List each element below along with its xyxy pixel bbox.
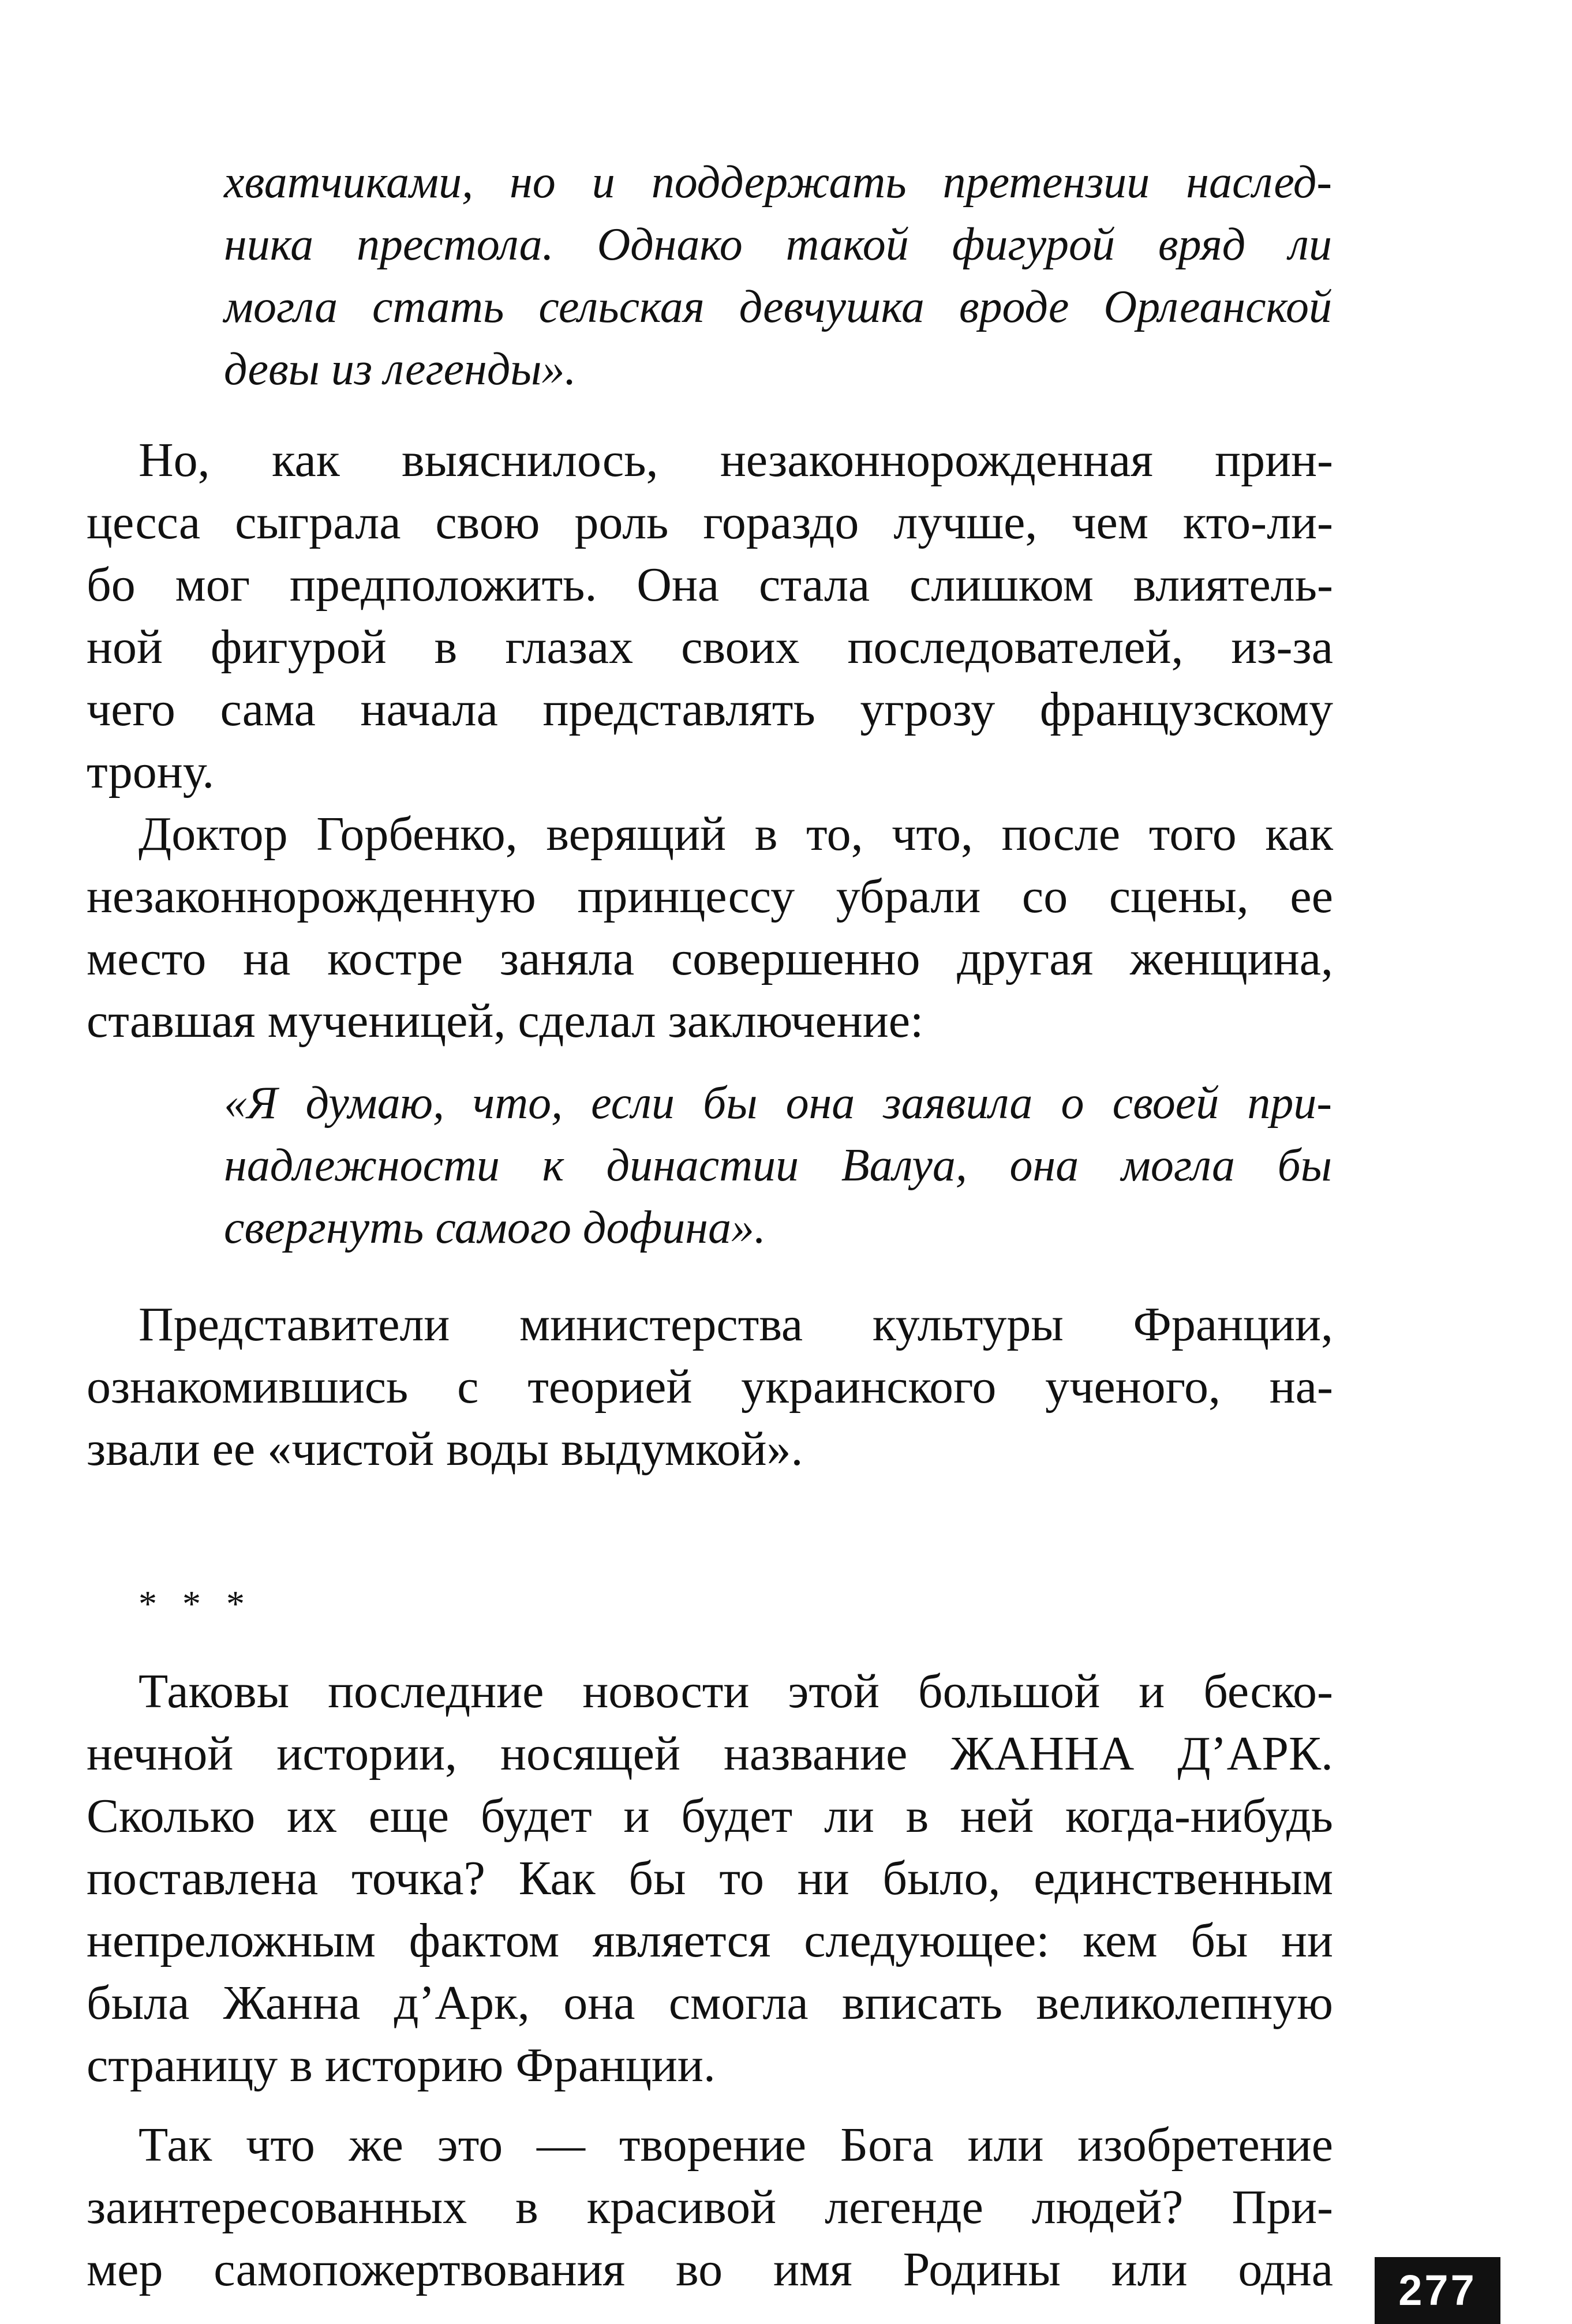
text-line: ставшая мученицей, сделал заключение: (87, 994, 924, 1048)
text-line: Таковы последние новости этой большой и беско- (139, 1665, 1333, 1718)
text-line: цесса сыграла свою роль гораздо лучше, чем кто-ли- (87, 496, 1333, 549)
text-line: бо мог предположить. Она стала слишком влиятель- (87, 558, 1333, 612)
paragraph (87, 803, 1333, 1052)
text-line: ника престола. Однако такой фигурой вряд ли (224, 219, 1332, 270)
text-line: чего сама начала представлять угрозу французскому (87, 683, 1333, 736)
text-line: Так что же это — творение Бога или изобретение (139, 2118, 1333, 2172)
text-line: незаконнорожденную принцессу убрали со сцены, ее (87, 869, 1333, 923)
text-line: могла стать сельская девчушка вроде Орлеанской (224, 282, 1332, 332)
paragraph (87, 429, 1333, 803)
text-line: трону. (87, 745, 215, 799)
block-quote (224, 1072, 1332, 1259)
paragraph (87, 1660, 1333, 2097)
paragraph (87, 2114, 1333, 2301)
text-line: была Жанна д’Арк, она смогла вписать великолепную (87, 1976, 1333, 2030)
text-line: мер самопожертвования во имя Родины или одна (87, 2243, 1333, 2296)
text-line: Сколько их еще будет и будет ли в ней когда-нибудь (87, 1789, 1333, 1843)
quote-continuation (224, 151, 1332, 400)
text-line: ознакомившись с теорией украинского ученого, на- (87, 1360, 1333, 1414)
page-number: 277 (1375, 2257, 1500, 2324)
text-line: поставлена точка? Как бы то ни было, единственным (87, 1851, 1333, 1905)
text-line: «Я думаю, что, если бы она заявила о своей при- (224, 1078, 1332, 1129)
section-separator: * * * (139, 1583, 253, 1624)
text-line: звали ее «чистой воды выдумкой». (87, 1422, 803, 1476)
text-line: страницу в историю Франции. (87, 2038, 716, 2092)
text-line: нечной истории, носящей название ЖАННА Д’АРК. (87, 1727, 1333, 1781)
text-line: ной фигурой в глазах своих последователей, из-за (87, 620, 1333, 674)
text-line: Но, как выяснилось, незаконнорожденная прин- (139, 433, 1333, 487)
text-line: место на костре заняла совершенно другая женщина, (87, 932, 1333, 985)
paragraph (87, 1294, 1333, 1480)
text-line: хватчиками, но и поддержать претензии наслед- (224, 157, 1332, 208)
text-line: надлежности к династии Валуа, она могла бы (224, 1140, 1332, 1191)
text-line: девы из легенды». (224, 344, 577, 395)
text-line: заинтересованных в красивой легенде людей? При- (87, 2180, 1333, 2234)
text-line: свергнуть самого дофина». (224, 1202, 766, 1253)
text-line: непреложным фактом является следующее: кем бы ни (87, 1914, 1333, 1967)
text-line: Представители министерства культуры Франции, (139, 1298, 1333, 1351)
text-line: Доктор Горбенко, верящий в то, что, после того как (139, 807, 1333, 861)
